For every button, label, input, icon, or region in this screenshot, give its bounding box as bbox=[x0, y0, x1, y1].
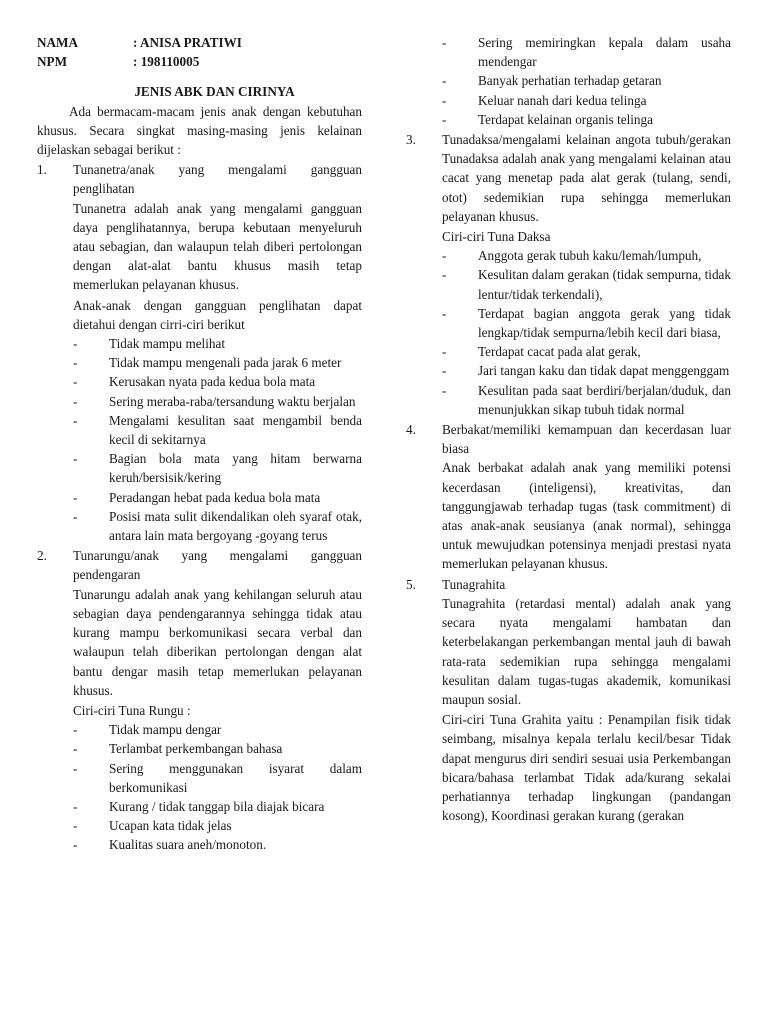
bullet-dash: - bbox=[73, 741, 78, 757]
section-title: Tunagrahita bbox=[442, 576, 506, 592]
name-value: : ANISA PRATIWI bbox=[133, 35, 242, 50]
list-item-text: Bagian bola mata yang hitam berwarna keruh/bersisik/kering bbox=[109, 451, 362, 486]
section-lead: Ciri-ciri Tuna Grahita yaitu : Penampilan fisik tidak seimbang, misalnya kepala terlalu kecil/besar Tidak dapat mengurus diri sendiri sesuai usia Perkembangan bicara/bahasa terlambat Tidak ada/kurang sekalai perhatiannya terhadap lingkungan (pandangan kosong), Koordinasi gerakan kurang (gerakan bbox=[442, 712, 731, 824]
section-lead: Ciri-ciri Tuna Rungu : bbox=[73, 702, 191, 718]
list-item-text: Sering memiringkan kepala dalam usaha mendengar bbox=[478, 35, 731, 70]
list-item bbox=[442, 110, 731, 129]
list-item bbox=[73, 353, 362, 372]
npm-value: : 198110005 bbox=[133, 54, 200, 70]
bullet-dash: - bbox=[442, 344, 447, 360]
list-item bbox=[442, 304, 731, 342]
list-item bbox=[73, 392, 362, 411]
right-column bbox=[406, 33, 731, 825]
section-number: 1. bbox=[37, 162, 47, 178]
section-description: Tunarungu adalah anak yang kehilangan seluruh atau sebagian daya pendengarannya sehingga tidak atau kurang mampu berkomunikasi secara verbal dan walaupun telah diberikan pertolongan dengan alat bantu dengar masih tetap memerlukan pelayanan khusus. bbox=[73, 586, 362, 698]
intro-paragraph: Ada bermacam-macam jenis anak dengan kebutuhan khusus. Secara singkat masing-masing jenis kelainan dijelaskan sebagai berikut : bbox=[37, 103, 362, 158]
section-number: 5. bbox=[406, 576, 416, 592]
section-description: Tunadaksa adalah anak yang mengalami kelainan atau cacat yang menetap pada alat gerak (tulang, sendi, otot) sedemikian rupa sehingga memerlukan pelayanan khusus. bbox=[442, 151, 731, 224]
bullet-dash: - bbox=[73, 722, 78, 738]
section-number: 4. bbox=[406, 422, 416, 438]
list-item-text: Kesulitan dalam gerakan (tidak sempurna, tidak lentur/tidak terkendali), bbox=[478, 267, 731, 302]
list-item-text: Terdapat bagian anggota gerak yang tidak lengkap/tidak sempurna/lebih kecil dari biasa, bbox=[478, 305, 731, 341]
bullet-dash: - bbox=[73, 489, 78, 505]
left-column bbox=[37, 33, 362, 855]
list-item bbox=[442, 265, 731, 303]
section-title: Tunanetra/anak yang mengalami gangguan penglihatan bbox=[73, 162, 362, 197]
list-item-text: Mengalami kesulitan saat mengambil benda kecil di sekitarnya bbox=[109, 412, 362, 448]
bullet-dash: - bbox=[442, 305, 447, 321]
section-tunanetra bbox=[37, 160, 362, 545]
list-item-text: Posisi mata sulit dikendalikan oleh syaraf otak, antara lain mata bergoyang -goyang terus bbox=[109, 508, 362, 544]
section-lead: Anak-anak dengan gangguan penglihatan dapat dietahui dengan cirri-ciri berikut bbox=[73, 297, 362, 332]
list-item-text: Tidak mampu melihat bbox=[109, 336, 225, 352]
document-title: JENIS ABK DAN CIRINYA bbox=[134, 84, 295, 100]
section-number: 3. bbox=[406, 132, 416, 148]
bullet-dash: - bbox=[73, 508, 78, 524]
section-description: Anak berbakat adalah anak yang memiliki potensi kecerdasan (inteligensi), kreativitas, dan tanggungjawab terhadap tugas (task commitment) di atas anak-anak seusianya (anak normal), sehingga untuk mewujudkan potensinya menjadi prestasi nyata memerlukan pelayanan khusus. bbox=[442, 460, 731, 572]
bullet-dash: - bbox=[442, 267, 447, 283]
name-row bbox=[37, 33, 362, 52]
list-item-text: Keluar nanah dari kedua telinga bbox=[478, 92, 647, 108]
section-title: Tunarungu/anak yang mengalami gangguan pendengaran bbox=[73, 548, 362, 583]
list-item-text: Anggota gerak tubuh kaku/lemah/lumpuh, bbox=[478, 248, 702, 264]
list-item bbox=[73, 449, 362, 487]
section-tunarungu bbox=[37, 546, 362, 854]
list-item bbox=[73, 411, 362, 449]
list-item-text: Tidak mampu mengenali pada jarak 6 meter bbox=[109, 355, 342, 371]
bullet-dash: - bbox=[73, 336, 78, 352]
list-item-text: Kurang / tidak tanggap bila diajak bicara bbox=[109, 798, 325, 814]
list-item-text: Ucapan kata tidak jelas bbox=[109, 818, 232, 834]
bullet-dash: - bbox=[73, 837, 78, 853]
list-item-text: Sering meraba-raba/tersandung waktu berjalan bbox=[109, 393, 356, 409]
section-tunadaksa bbox=[406, 130, 731, 419]
bullet-dash: - bbox=[442, 92, 447, 108]
bullet-dash: - bbox=[73, 798, 78, 814]
list-item bbox=[442, 361, 731, 380]
bullet-dash: - bbox=[442, 111, 447, 127]
section-title: Tunadaksa/mengalami kelainan angota tubuh/gerakan bbox=[442, 132, 731, 148]
list-item-text: Kualitas suara aneh/monoton. bbox=[109, 837, 267, 853]
section-tunagrahita bbox=[406, 575, 731, 826]
bullet-dash: - bbox=[73, 374, 78, 390]
list-item bbox=[73, 372, 362, 391]
list-item-text: Kesulitan pada saat berdiri/berjalan/duduk, dan menunjukkan sikap tubuh tidak normal bbox=[478, 382, 731, 417]
bullet-dash: - bbox=[73, 451, 78, 467]
bullet-dash: - bbox=[73, 818, 78, 834]
list-item bbox=[73, 334, 362, 353]
bullet-dash: - bbox=[73, 355, 78, 371]
list-item-text: Sering menggunakan isyarat dalam berkomunikasi bbox=[109, 760, 362, 795]
list-item bbox=[73, 488, 362, 507]
section-tunarungu-continued bbox=[406, 33, 731, 129]
bullet-dash: - bbox=[442, 73, 447, 89]
list-item bbox=[73, 739, 362, 758]
list-item bbox=[442, 91, 731, 110]
bullet-dash: - bbox=[442, 35, 447, 50]
section-number: 2. bbox=[37, 548, 47, 564]
list-item-text: Banyak perhatian terhadap getaran bbox=[478, 73, 662, 89]
bullet-dash: - bbox=[73, 412, 78, 428]
list-item bbox=[442, 246, 731, 265]
list-item-text: Jari tangan kaku dan tidak dapat menggenggam bbox=[478, 363, 730, 379]
bullet-dash: - bbox=[73, 393, 78, 409]
list-item bbox=[442, 342, 731, 361]
list-item bbox=[442, 33, 731, 71]
list-item-text: Terdapat kelainan organis telinga bbox=[478, 111, 653, 127]
list-item-text: Terdapat cacat pada alat gerak, bbox=[478, 344, 641, 360]
section-description: Tunagrahita (retardasi mental) adalah anak yang secara nyata mengalami hambatan dan keterbelakangan perkembangan mental jauh di bawah rata-rata sedemikian rupa sehingga mengalami kesulitan dalam tugas-tugas akademik, komunikasi maupun sosial. bbox=[442, 595, 731, 707]
bullet-dash: - bbox=[73, 760, 78, 776]
list-item bbox=[73, 507, 362, 545]
list-item bbox=[73, 835, 362, 854]
list-item-text: Kerusakan nyata pada kedua bola mata bbox=[109, 374, 316, 390]
list-item-text: Peradangan hebat pada kedua bola mata bbox=[109, 489, 321, 505]
bullet-dash: - bbox=[442, 363, 447, 379]
list-item bbox=[442, 381, 731, 419]
list-item-text: Tidak mampu dengar bbox=[109, 722, 222, 738]
section-description: Tunanetra adalah anak yang mengalami gangguan daya penglihatannya, berupa kebutaan menyeluruh atau sebagian, dan walaupun telah diberi pertolongan dengan alat-alat bantu khusus masih tetap memerlukan pelayanan khusus. bbox=[73, 200, 362, 293]
section-berbakat bbox=[406, 420, 731, 574]
npm-row bbox=[37, 52, 362, 71]
list-item bbox=[73, 720, 362, 739]
bullet-dash: - bbox=[442, 248, 447, 264]
list-item bbox=[73, 797, 362, 816]
name-label: NAMA bbox=[37, 35, 79, 50]
list-item bbox=[73, 816, 362, 835]
section-title: Berbakat/memiliki kemampuan dan kecerdasan luar biasa bbox=[442, 422, 731, 457]
list-item bbox=[442, 71, 731, 90]
list-item-text: Terlambat perkembangan bahasa bbox=[109, 741, 283, 757]
npm-label: NPM bbox=[37, 54, 68, 70]
bullet-dash: - bbox=[442, 382, 447, 398]
list-item bbox=[73, 759, 362, 797]
section-lead: Ciri-ciri Tuna Daksa bbox=[442, 229, 551, 245]
